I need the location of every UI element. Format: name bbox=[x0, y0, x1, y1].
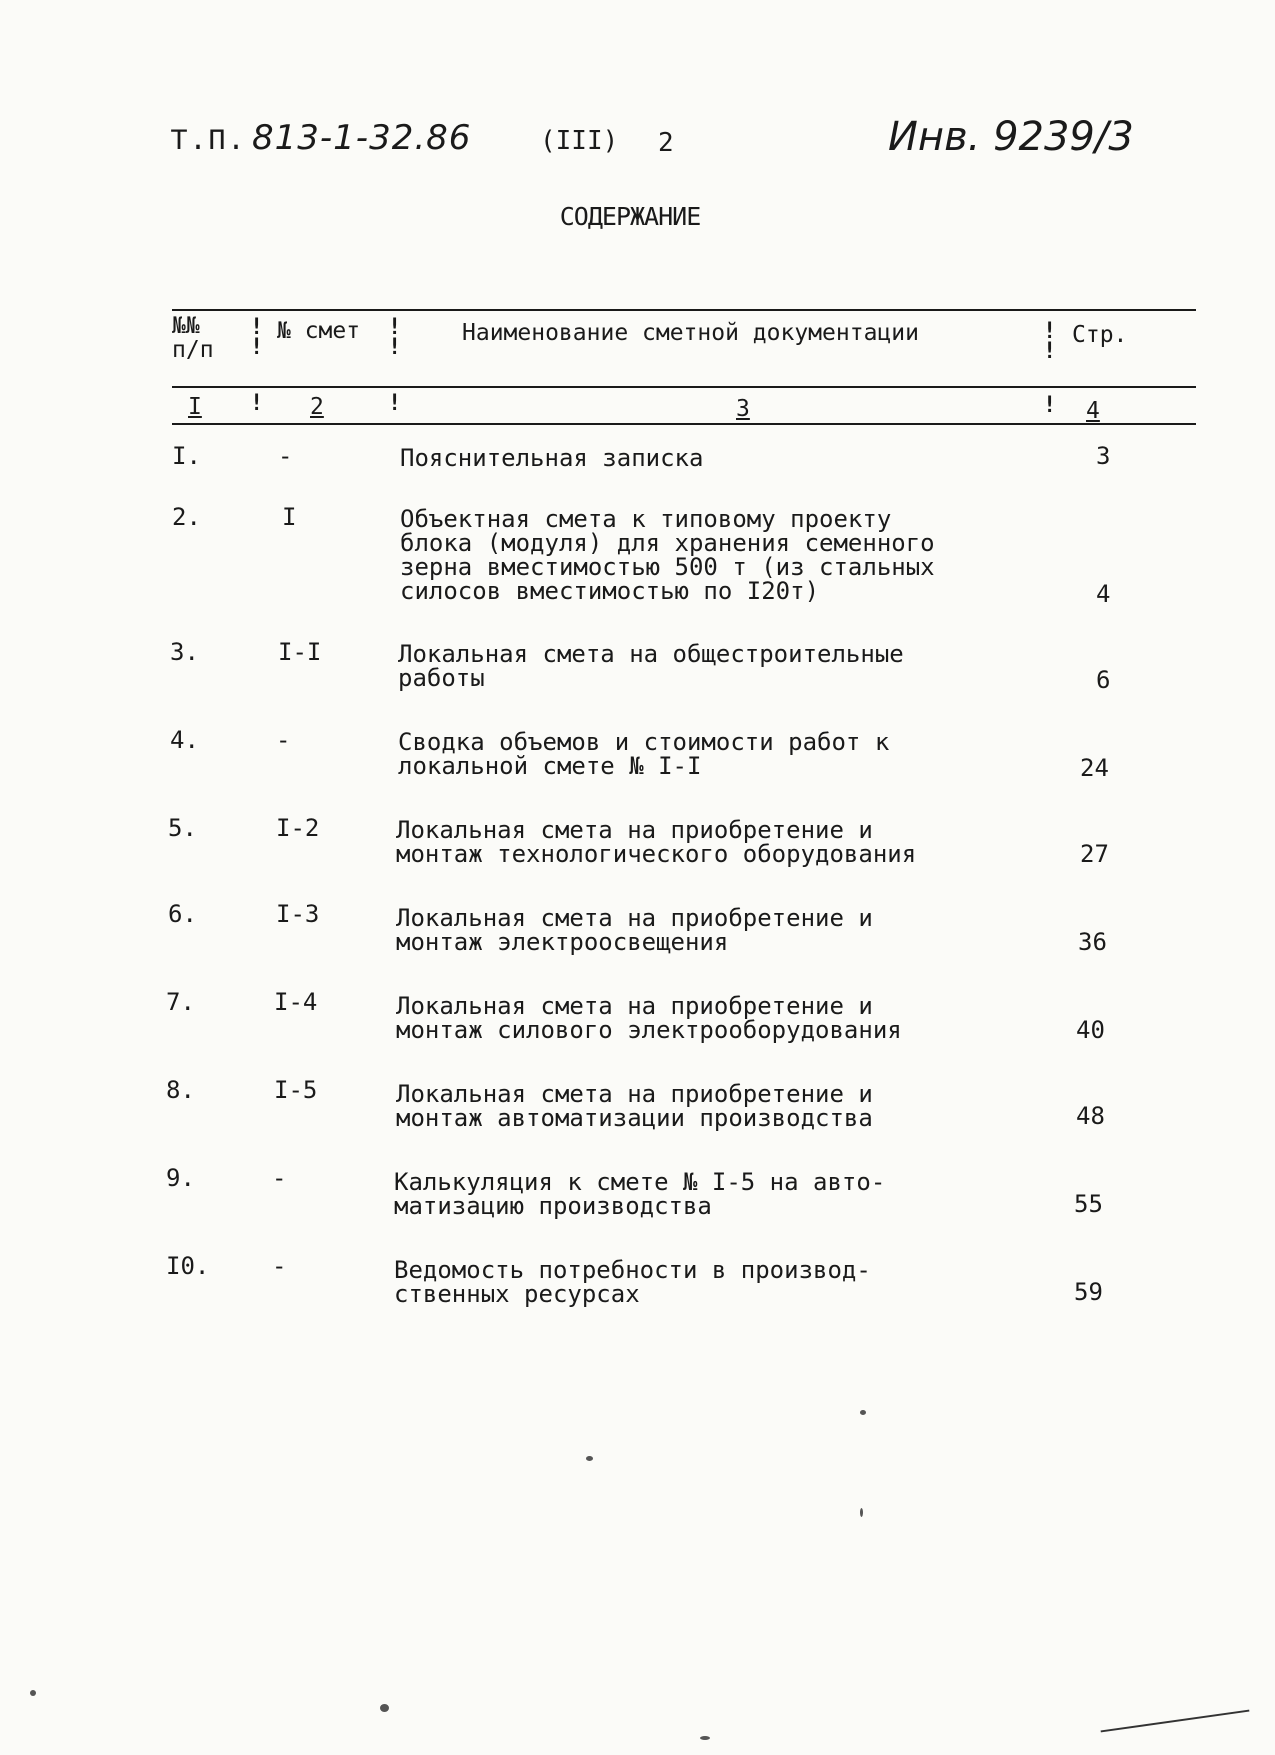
table-numbers-rule bbox=[172, 423, 1196, 425]
row-page: 36 bbox=[1078, 928, 1107, 956]
scan-speck bbox=[700, 1736, 710, 1740]
row-number: I0. bbox=[166, 1252, 210, 1280]
row-number: 9. bbox=[166, 1164, 195, 1192]
row-page: 48 bbox=[1076, 1102, 1105, 1130]
scan-speck bbox=[586, 1456, 593, 1461]
row-number: 6. bbox=[168, 900, 197, 928]
row-name: Локальная смета на общестроительные работы bbox=[398, 640, 904, 692]
scan-mark bbox=[1101, 1710, 1250, 1733]
row-estimate: I-2 bbox=[276, 814, 320, 842]
row-number: 2. bbox=[172, 503, 201, 531]
row-page: 6 bbox=[1096, 666, 1111, 694]
column-header-page: Стр. bbox=[1072, 322, 1128, 348]
row-estimate: - bbox=[272, 1164, 287, 1192]
document-title: СОДЕРЖАНИЕ bbox=[559, 202, 701, 231]
column-separator: ! bbox=[1043, 393, 1057, 418]
row-page: 40 bbox=[1076, 1016, 1105, 1044]
scan-speck bbox=[380, 1704, 389, 1712]
column-number-4: 4 bbox=[1086, 398, 1100, 424]
row-estimate: - bbox=[272, 1252, 287, 1280]
scan-speck bbox=[860, 1410, 866, 1415]
column-separator: ! ! bbox=[250, 315, 264, 360]
row-name: Локальная смета на приобретение и монтаж электроосвещения bbox=[396, 904, 873, 956]
row-number: 5. bbox=[168, 814, 197, 842]
row-name: Сводка объемов и стоимости работ к локальной смете № I-I bbox=[398, 728, 890, 780]
row-page: 59 bbox=[1074, 1278, 1103, 1306]
row-name: Локальная смета на приобретение и монтаж автоматизации производства bbox=[396, 1080, 873, 1132]
document-code-prefix: Т.П. bbox=[170, 125, 247, 159]
inventory-number: Инв. 9239/3 bbox=[888, 114, 1134, 160]
column-number-3: 3 bbox=[736, 396, 750, 422]
document-code bbox=[170, 118, 471, 159]
row-page: 4 bbox=[1096, 580, 1111, 608]
row-name: Локальная смета на приобретение и монтаж технологического оборудования bbox=[396, 816, 917, 868]
row-estimate: - bbox=[278, 442, 293, 470]
scan-speck bbox=[30, 1690, 36, 1696]
row-estimate: I-3 bbox=[276, 900, 320, 928]
row-name: Локальная смета на приобретение и монтаж силового электрооборудования bbox=[396, 992, 902, 1044]
column-header-estimate: № смет bbox=[277, 318, 361, 344]
scan-speck bbox=[860, 1508, 863, 1517]
row-number: 7. bbox=[166, 988, 195, 1016]
row-number: I. bbox=[172, 442, 201, 470]
table-top-rule bbox=[172, 309, 1196, 311]
project-code: 813-1-32.86 bbox=[252, 118, 472, 158]
row-page: 3 bbox=[1096, 442, 1111, 470]
row-number: 3. bbox=[170, 638, 199, 666]
column-header-number: №№ п/п bbox=[172, 313, 214, 363]
column-separator: ! bbox=[388, 391, 402, 416]
page-number: 2 bbox=[658, 128, 674, 158]
row-name: Ведомость потребности в производ- ственных ресурсах bbox=[394, 1256, 871, 1308]
row-estimate: - bbox=[276, 726, 291, 754]
row-name: Калькуляция к смете № I-5 на авто- матизацию производства bbox=[394, 1168, 886, 1220]
row-name: Пояснительная записка bbox=[400, 444, 704, 472]
row-estimate: I-4 bbox=[274, 988, 318, 1016]
column-header-name: Наименование сметной документации bbox=[462, 320, 919, 346]
part-number: (III) bbox=[540, 126, 619, 156]
column-number-2: 2 bbox=[310, 394, 324, 420]
table-header-rule bbox=[172, 386, 1196, 388]
row-number: 8. bbox=[166, 1076, 195, 1104]
row-name: Объектная смета к типовому проекту блока (модуля) для хранения семенного зерна вместимостью 500 т (из стальных силосов вместимостью по I20т) bbox=[400, 505, 935, 605]
column-separator: ! bbox=[250, 391, 264, 416]
row-estimate: I-I bbox=[278, 638, 322, 666]
row-estimate: I bbox=[282, 503, 297, 531]
column-separator: ! ! bbox=[1043, 319, 1057, 364]
row-page: 27 bbox=[1080, 840, 1109, 868]
column-number-1: I bbox=[188, 394, 202, 420]
row-page: 55 bbox=[1074, 1190, 1103, 1218]
column-separator: ! ! bbox=[388, 315, 402, 360]
row-number: 4. bbox=[170, 726, 199, 754]
row-page: 24 bbox=[1080, 754, 1109, 782]
row-estimate: I-5 bbox=[274, 1076, 318, 1104]
